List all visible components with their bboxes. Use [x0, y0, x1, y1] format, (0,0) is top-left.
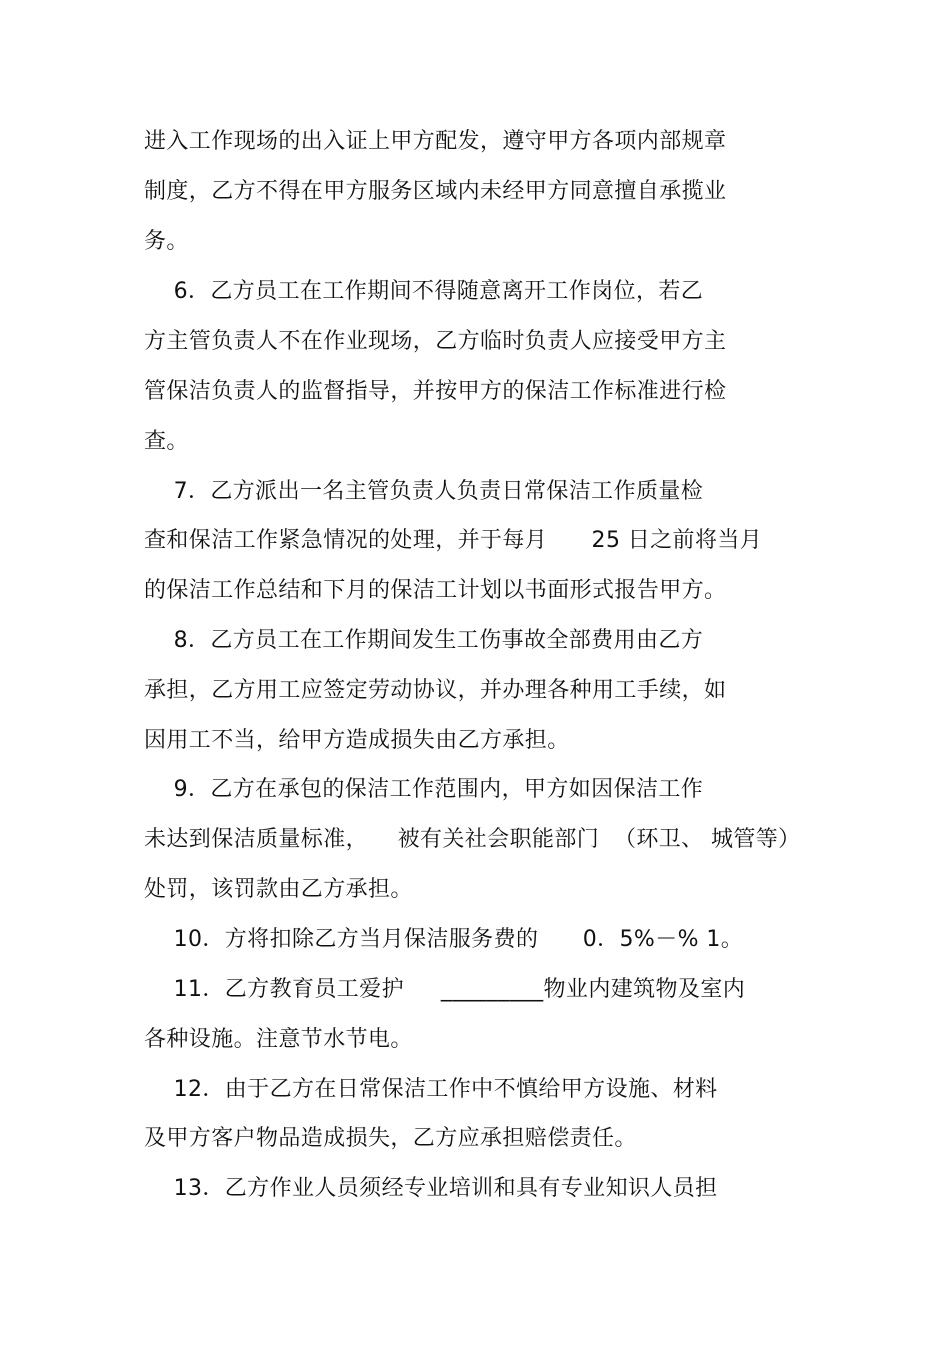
text-line: 方主管负责人不在作业现场，乙方临时负责人应接受甲方主	[144, 329, 727, 354]
text-line: 及甲方客户物品造成损失，乙方应承担赔偿责任。	[144, 1126, 637, 1151]
text-line: 进入工作现场的出入证上甲方配发，遵守甲方各项内部规章	[144, 129, 727, 154]
text-line: 管保洁负责人的监督指导，并按甲方的保洁工作标准进行检	[144, 379, 727, 404]
text-line: 6．乙方员工在工作期间不得随意离开工作岗位，若乙	[144, 279, 704, 304]
text-line: 承担，乙方用工应签定劳动协议，并办理各种用工手续，如	[144, 678, 727, 703]
text-line: 务。	[144, 229, 189, 254]
text-line: 因用工不当，给甲方造成损失由乙方承担。	[144, 728, 570, 753]
text-line: 查和保洁工作紧急情况的处理，并于每月 25 日之前将当月	[144, 528, 763, 553]
text-line: 10．方将扣除乙方当月保洁服务费的 0．5%－% 1。	[144, 927, 744, 952]
text-line: 未达到保洁质量标准， 被有关社会职能部门 （环卫、 城管等）	[144, 827, 801, 852]
text-line: 7．乙方派出一名主管负责人负责日常保洁工作质量检	[144, 479, 704, 504]
text-line: 13．乙方作业人员须经专业培训和具有专业知识人员担	[144, 1176, 718, 1201]
text-line: 12．由于乙方在日常保洁工作中不慎给甲方设施、材料	[144, 1077, 718, 1102]
text-line: 11．乙方教育员工爱护 _________物业内建筑物及室内	[144, 977, 746, 1002]
text-line: 查。	[144, 429, 189, 454]
text-line: 制度，乙方不得在甲方服务区域内未经甲方同意擅自承揽业	[144, 179, 727, 204]
text-line: 9．乙方在承包的保洁工作范围内，甲方如因保洁工作	[144, 777, 704, 802]
text-line: 处罚，该罚款由乙方承担。	[144, 877, 413, 902]
text-line: 的保洁工作总结和下月的保洁工计划以书面形式报告甲方。	[144, 578, 727, 603]
text-line: 各种设施。注意节水节电。	[144, 1027, 413, 1052]
text-line: 8．乙方员工在工作期间发生工伤事故全部费用由乙方	[144, 628, 704, 653]
